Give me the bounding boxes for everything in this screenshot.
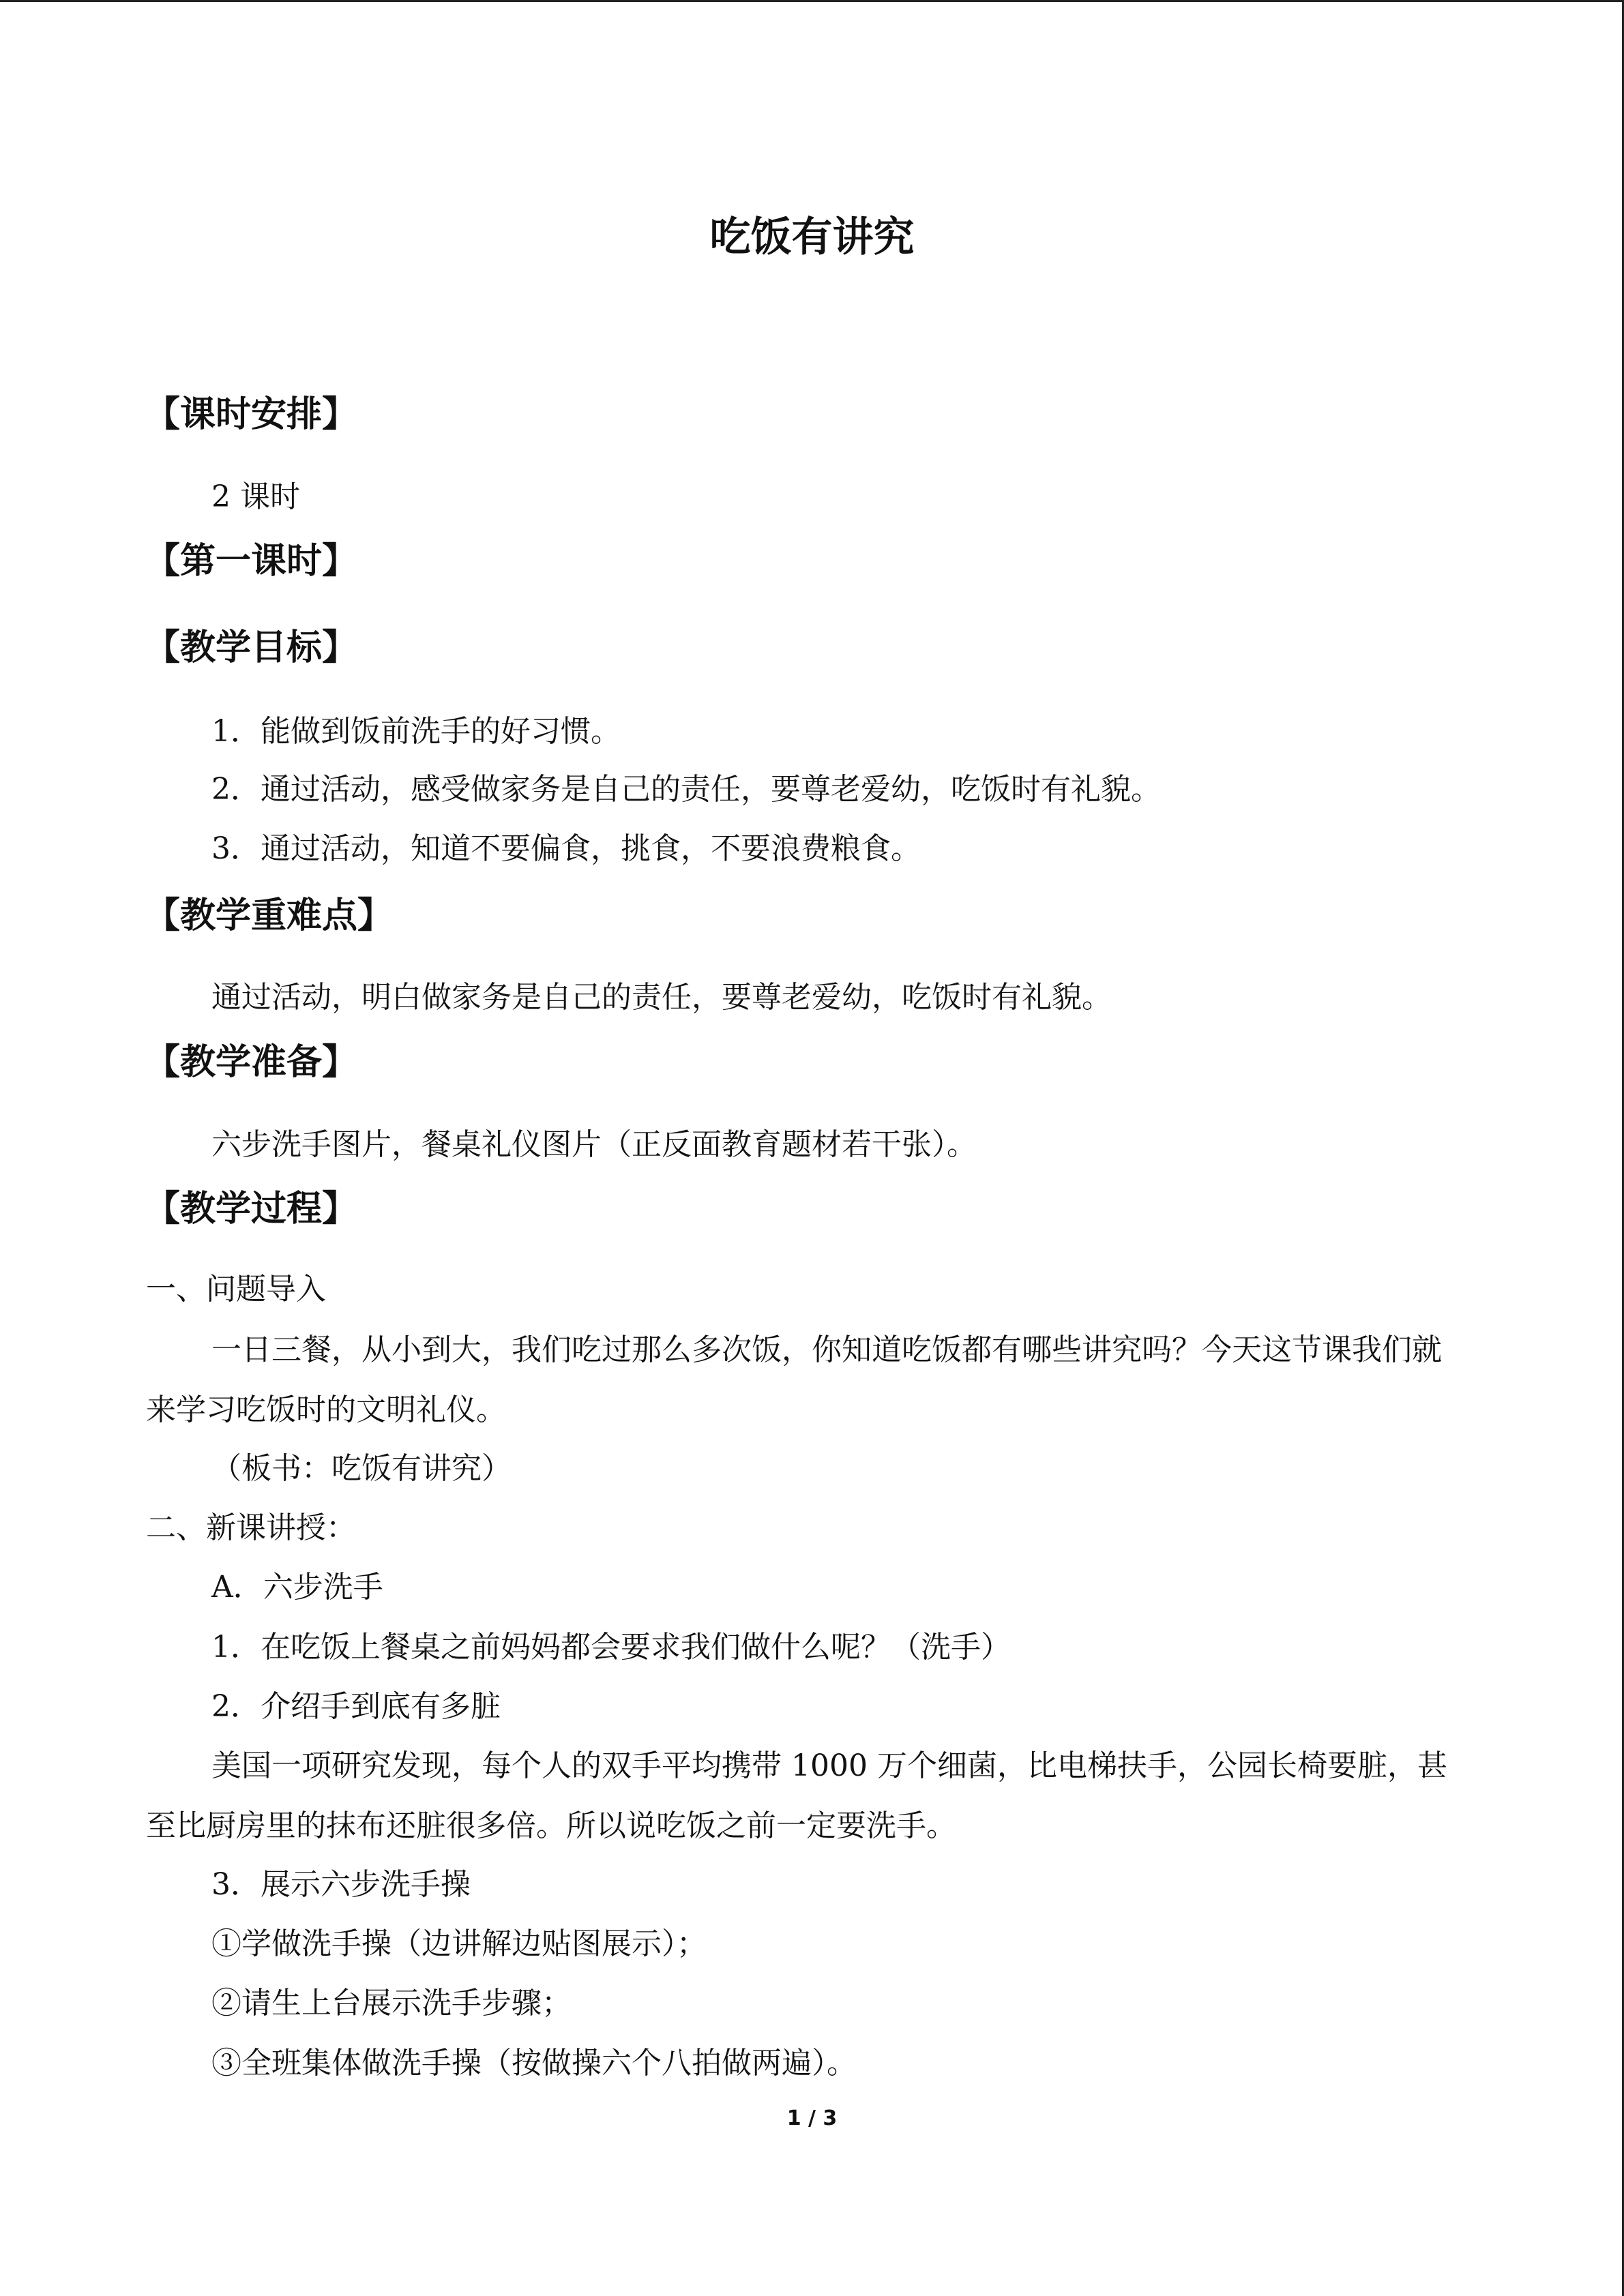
objective-item: 3．通过活动，知道不要偏食，挑食，不要浪费粮食。 <box>211 831 921 866</box>
page-number: 1 / 3 <box>786 2106 838 2130</box>
step-item: ①学做洗手操（边讲解边贴图展示）； <box>211 1926 707 1961</box>
section-heading-process: 【教学过程】 <box>145 1189 358 1229</box>
step-item: ②请生上台展示洗手步骤； <box>211 1986 572 2021</box>
section-heading-key-points: 【教学重难点】 <box>145 895 394 936</box>
preparation-content: 六步洗手图片，餐桌礼仪图片（正反面教育题材若干张）。 <box>211 1127 977 1162</box>
list-item: 2．介绍手到底有多脏 <box>211 1689 501 1724</box>
step-item: ③全班集体做洗手操（按做操六个八拍做两遍）。 <box>211 2046 857 2081</box>
document-title: 吃饭有讲究 <box>709 213 915 261</box>
section-heading-objectives: 【教学目标】 <box>145 627 358 668</box>
list-item: 1．在吃饭上餐桌之前妈妈都会要求我们做什么呢？（洗手） <box>211 1630 1011 1665</box>
objective-item: 2．通过活动，感受做家务是自己的责任，要尊老爱幼，吃饭时有礼貌。 <box>211 772 1161 807</box>
key-points-content: 通过活动，明白做家务是自己的责任，要尊老爱幼，吃饭时有礼貌。 <box>211 980 1112 1015</box>
part1-title: 一、问题导入 <box>146 1272 326 1307</box>
schedule-content: 2 课时 <box>211 479 300 514</box>
section-heading-preparation: 【教学准备】 <box>145 1042 358 1083</box>
objective-item: 1．能做到饭前洗手的好习惯。 <box>211 714 621 749</box>
subsection-a-title: A．六步洗手 <box>211 1570 383 1605</box>
part1-paragraph: 一日三餐，从小到大，我们吃过那么多次饭，你知道吃饭都有哪些讲究吗？今天这节课我们就来学习吃饭时的文明礼仪。 <box>146 1332 1442 1427</box>
section-heading-first-lesson: 【第一课时】 <box>145 541 358 582</box>
list-item: 3．展示六步洗手操 <box>211 1867 471 1902</box>
research-paragraph: 美国一项研究发现，每个人的双手平均携带 1000 万个细菌，比电梯扶手，公园长椅要脏，甚至比厨房里的抹布还脏很多倍。所以说吃饭之前一定要洗手。 <box>146 1748 1447 1843</box>
section-heading-schedule: 【课时安排】 <box>145 394 358 435</box>
part1-board-note: （板书：吃饭有讲究） <box>211 1451 512 1486</box>
part2-title: 二、新课讲授： <box>146 1510 356 1545</box>
